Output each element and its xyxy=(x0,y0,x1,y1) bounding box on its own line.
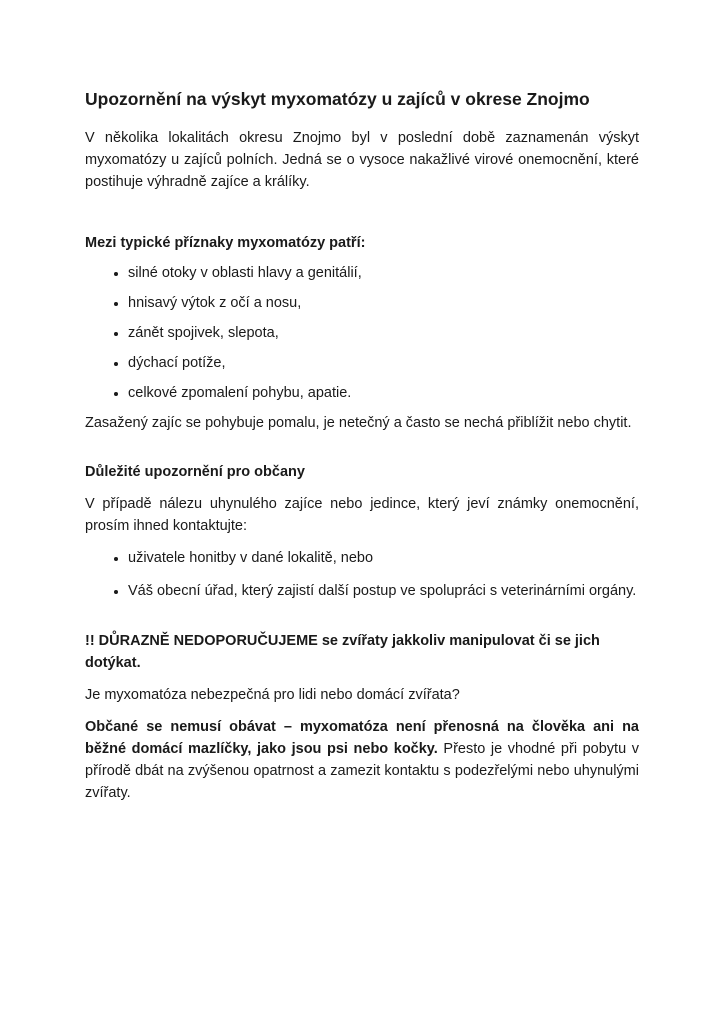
contacts-list xyxy=(85,547,639,602)
symptom-text: dýchací potíže, xyxy=(128,355,226,371)
list-item xyxy=(128,322,639,344)
answer-paragraph xyxy=(85,716,639,804)
intro-paragraph: V několika lokalitách okresu Znojmo byl v poslední době zaznamenán výskyt myxomatózy u zajíců polních. Jedná se o vysoce nakažlivé virové onemocnění, které postihuje výhradně zajíce a králíky. xyxy=(85,130,639,190)
contact-text: uživatele honitby v dané lokalitě, nebo xyxy=(128,550,374,566)
list-item xyxy=(128,352,639,374)
behavior-note-paragraph: Zasažený zajíc se pohybuje pomalu, je netečný a často se nechá přiblížit nebo chytit. xyxy=(85,415,632,431)
notice-heading: Důležité upozornění pro občany xyxy=(85,464,305,480)
notice-intro-paragraph: V případě nálezu uhynulého zajíce nebo jedince, který jeví známky onemocnění, prosím ihned kontaktujte: xyxy=(85,496,639,534)
warning-paragraph: !! DŮRAZNĚ NEDOPORUČUJEME se zvířaty jakkoliv manipulovat či se jich dotýkat. xyxy=(85,633,600,671)
document-title: Upozornění na výskyt myxomatózy u zajíců v okrese Znojmo xyxy=(85,89,590,109)
symptom-text: hnisavý výtok z očí a nosu, xyxy=(128,295,302,311)
list-item xyxy=(128,580,639,602)
list-item xyxy=(128,262,639,284)
answer-regular-text: Přesto je vhodné při pobytu v přírodě dbát na zvýšenou opatrnost a zamezit kontaktu s podezřelými nebo uhynulými zvířaty. xyxy=(85,741,639,801)
list-item xyxy=(128,382,639,404)
answer-bold-text: Občané se nemusí obávat – myxomatóza není přenosná na člověka ani na běžné domácí mazlíčky, jako jsou psi nebo kočky. xyxy=(85,719,639,757)
contact-text: Váš obecní úřad, který zajistí další postup ve spolupráci s veterinárními orgány. xyxy=(128,583,637,599)
symptoms-heading: Mezi typické příznaky myxomatózy patří: xyxy=(85,235,366,251)
symptom-text: celkové zpomalení pohybu, apatie. xyxy=(128,385,352,401)
symptom-text: silné otoky v oblasti hlavy a genitálií, xyxy=(128,265,362,281)
symptoms-list xyxy=(85,262,639,404)
list-item xyxy=(128,292,639,314)
question-paragraph: Je myxomatóza nebezpečná pro lidi nebo domácí zvířata? xyxy=(85,687,460,703)
list-item xyxy=(128,547,639,569)
symptom-text: zánět spojivek, slepota, xyxy=(128,325,279,341)
